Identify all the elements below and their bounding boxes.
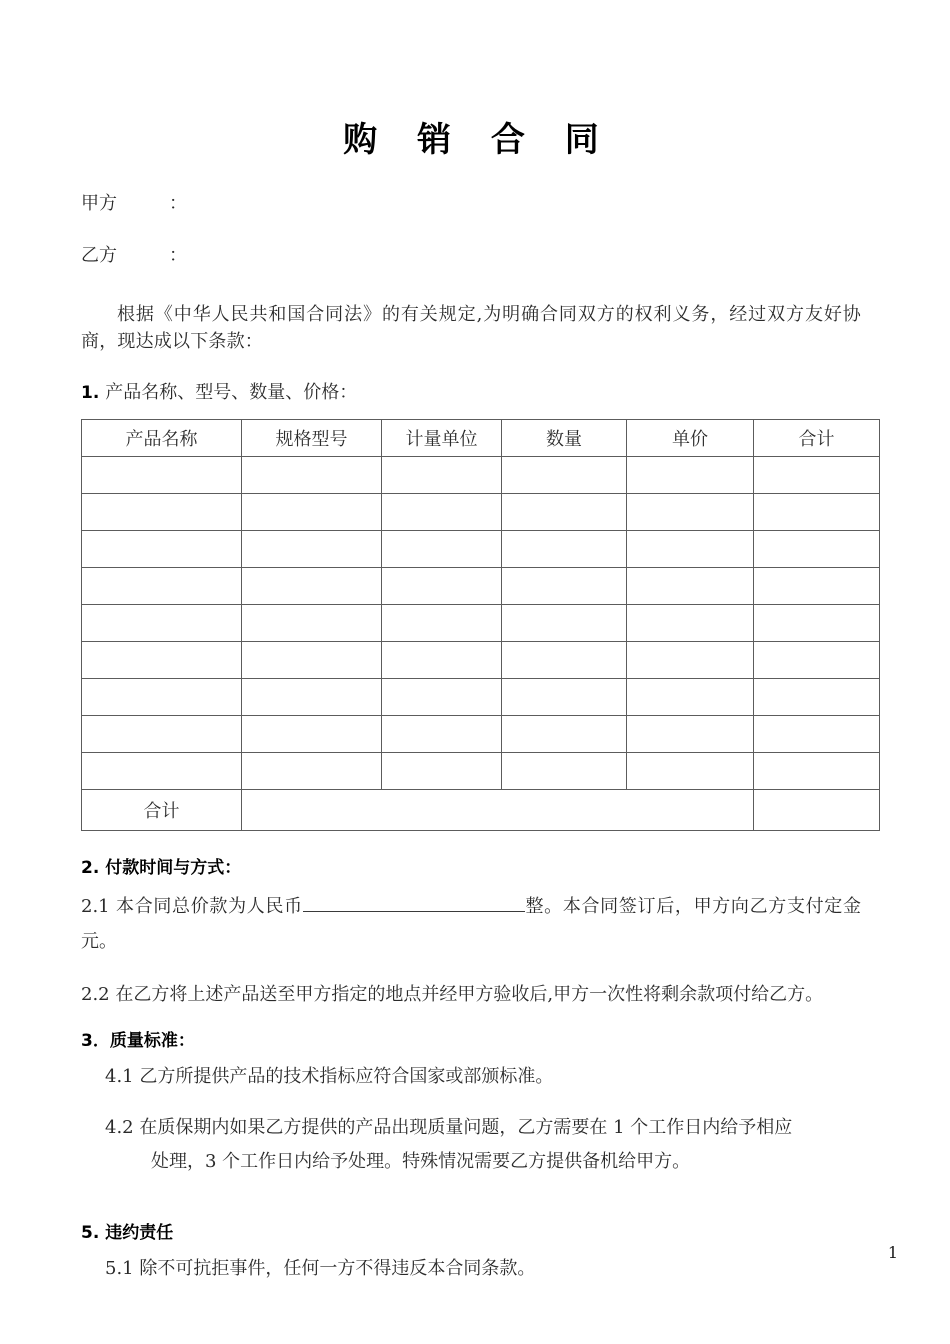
table-cell[interactable] [382, 604, 502, 641]
table-cell[interactable] [82, 567, 242, 604]
table-cell[interactable] [627, 641, 754, 678]
table-cell[interactable] [382, 678, 502, 715]
page-title: 购 销 合 同 [343, 120, 613, 160]
table-cell[interactable] [754, 456, 880, 493]
table-cell[interactable] [754, 641, 880, 678]
table-row [82, 715, 880, 752]
table-cell[interactable] [502, 715, 627, 752]
table-cell[interactable] [502, 493, 627, 530]
table-total-row [82, 789, 880, 830]
table-cell[interactable] [82, 678, 242, 715]
table-cell[interactable] [242, 493, 382, 530]
clause-5-1: 5.1 除不可抗拒事件，任何一方不得违反本合同条款。 [105, 1258, 536, 1280]
page-content [81, 0, 861, 1303]
clause-4-2-line-2: 处理，3 个工作日内给予处理。特殊情况需要乙方提供备机给甲方。 [151, 1150, 691, 1172]
table-cell[interactable] [502, 678, 627, 715]
table-header-cell: 单价 [627, 419, 754, 456]
table-cell[interactable] [242, 604, 382, 641]
table-row [82, 678, 880, 715]
party-b-line [81, 245, 861, 267]
table-cell[interactable] [82, 604, 242, 641]
table-cell[interactable] [242, 530, 382, 567]
table-cell[interactable] [382, 567, 502, 604]
table-cell[interactable] [82, 715, 242, 752]
table-header-cell: 产品名称 [82, 419, 242, 456]
party-b-label: 乙方 [81, 244, 117, 266]
party-a-line [81, 193, 861, 215]
clause-2-2: 2.2 在乙方将上述产品送至甲方指定的地点并经甲方验收后,甲方一次性将剩余款项付给乙方。 [81, 983, 824, 1005]
table-cell[interactable] [242, 567, 382, 604]
table-row [82, 641, 880, 678]
table-cell[interactable] [754, 715, 880, 752]
table-cell[interactable] [82, 493, 242, 530]
section-5-heading: 5. 违约责任 [81, 1223, 174, 1244]
table-header-row [82, 419, 880, 456]
table-cell[interactable] [754, 678, 880, 715]
table-cell[interactable] [754, 604, 880, 641]
table-cell[interactable] [627, 530, 754, 567]
table-cell[interactable] [242, 752, 382, 789]
clause-2-1 [81, 889, 861, 959]
table-cell[interactable] [627, 567, 754, 604]
table-cell[interactable] [627, 715, 754, 752]
party-a-label: 甲方 [81, 193, 117, 215]
table-cell[interactable] [502, 604, 627, 641]
table-cell[interactable] [382, 752, 502, 789]
table-total-label: 合计 [82, 789, 242, 830]
table-row [82, 456, 880, 493]
table-row [82, 752, 880, 789]
party-b-colon: ： [169, 244, 187, 266]
table-cell[interactable] [242, 715, 382, 752]
table-cell[interactable] [754, 493, 880, 530]
table-total-value-cell[interactable] [754, 789, 880, 830]
table-header-cell: 合计 [754, 419, 880, 456]
table-row [82, 604, 880, 641]
table-header-cell: 计量单位 [382, 419, 502, 456]
table-cell[interactable] [242, 641, 382, 678]
table-cell[interactable] [502, 456, 627, 493]
table-cell[interactable] [242, 678, 382, 715]
page-number: 1 [887, 1243, 898, 1262]
table-cell[interactable] [82, 456, 242, 493]
table-cell[interactable] [82, 752, 242, 789]
clause-4-2-line-1: 4.2 在质保期内如果乙方提供的产品出现质量问题，乙方需要在 1 个工作日内给予相应 [105, 1117, 793, 1139]
clause-4-1: 4.1 乙方所提供产品的技术指标应符合国家或部颁标准。 [105, 1066, 554, 1088]
table-cell[interactable] [754, 752, 880, 789]
table-cell[interactable] [382, 641, 502, 678]
intro-paragraph: 根据《中华人民共和国合同法》的有关规定,为明确合同双方的权利义务，经过双方友好协商，现达成以下条款： [81, 303, 861, 352]
section-1-title: 产品名称、型号、数量、价格： [105, 382, 358, 404]
table-header-cell: 数量 [502, 419, 627, 456]
table-cell[interactable] [382, 530, 502, 567]
party-a-colon: ： [169, 193, 187, 215]
table-row [82, 567, 880, 604]
clause-2-1-before: 2.1 本合同总价款为人民币 [81, 895, 303, 917]
section-2-heading: 2. 付款时间与方式： [81, 857, 242, 878]
table-cell[interactable] [382, 456, 502, 493]
table-cell[interactable] [627, 604, 754, 641]
table-cell[interactable] [382, 493, 502, 530]
table-cell[interactable] [754, 530, 880, 567]
table-cell[interactable] [382, 715, 502, 752]
table-cell[interactable] [627, 752, 754, 789]
table-cell[interactable] [627, 678, 754, 715]
clause-2-1-after: 整。本合同签订后，甲方向乙方支付定金 元。 [81, 895, 861, 952]
section-1-number: 1. [81, 383, 100, 404]
table-cell[interactable] [502, 530, 627, 567]
table-row [82, 530, 880, 567]
table-row [82, 493, 880, 530]
table-cell[interactable] [82, 641, 242, 678]
table-total-merged-cell[interactable] [242, 789, 754, 830]
section-3-heading: 3．质量标准： [81, 1031, 195, 1052]
table-cell[interactable] [754, 567, 880, 604]
table-cell[interactable] [502, 641, 627, 678]
amount-blank-field[interactable] [303, 892, 525, 912]
product-table [81, 419, 880, 831]
table-cell[interactable] [242, 456, 382, 493]
section-1-heading [81, 381, 861, 404]
table-cell[interactable] [82, 530, 242, 567]
table-cell[interactable] [502, 567, 627, 604]
table-header-cell: 规格型号 [242, 419, 382, 456]
clause-4-2 [81, 1111, 861, 1178]
table-cell[interactable] [627, 493, 754, 530]
table-cell[interactable] [627, 456, 754, 493]
table-cell[interactable] [502, 752, 627, 789]
